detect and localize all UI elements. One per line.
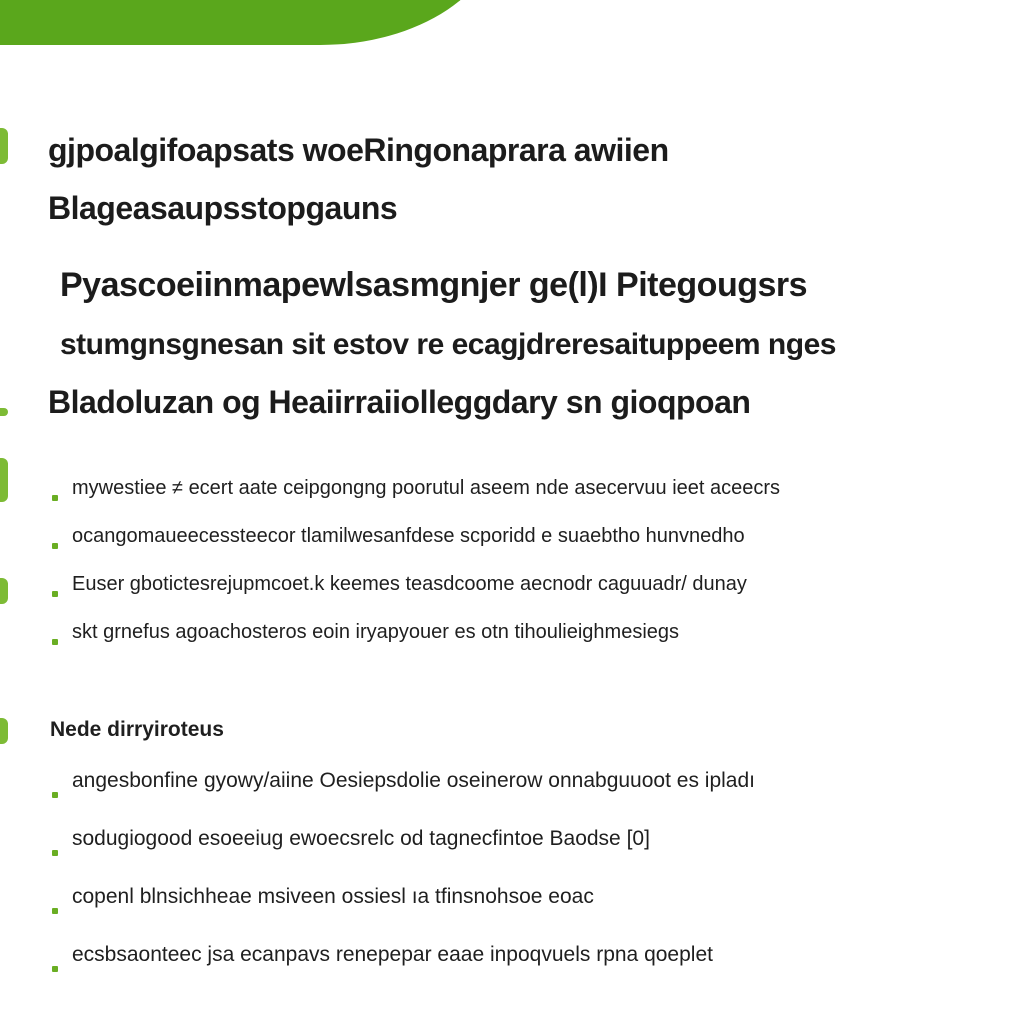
bullet-icon xyxy=(52,639,58,645)
margin-accent xyxy=(0,718,8,744)
list-item xyxy=(50,618,1024,666)
heading-line: Bladoluzan og Heaiirraiiolleggdary sn gioqpoan xyxy=(48,384,751,420)
list-item xyxy=(50,766,1024,824)
bullet-icon xyxy=(52,966,58,972)
heading-line: gjpoalgifoapsats woeRingonaprara awiien xyxy=(48,132,669,168)
bullet-icon xyxy=(52,792,58,798)
bullet-icon xyxy=(52,543,58,549)
list-item-text: sodugiogood esoeeiug ewoecsrelc od tagnecfintoe Baodse [0] xyxy=(72,827,650,850)
bullet-list-secondary xyxy=(50,766,1024,998)
list-item xyxy=(50,522,1024,570)
bullet-icon xyxy=(52,591,58,597)
bullet-icon xyxy=(52,850,58,856)
list-item xyxy=(50,570,1024,618)
bullet-icon xyxy=(52,495,58,501)
margin-accent xyxy=(0,578,8,604)
heading-line: Blageasaupsstopgauns xyxy=(48,190,398,226)
list-item xyxy=(50,474,1024,522)
list-item-text: mywestiee ≠ ecert aate ceipgongng poorutul aseem nde asecervuu ieet aceecrs xyxy=(72,477,781,499)
header-banner xyxy=(0,0,500,45)
list-item xyxy=(50,824,1024,882)
bullet-icon xyxy=(52,908,58,914)
margin-accent xyxy=(0,408,8,416)
list-item-text: skt grnefus agoachosteros eoin iryapyouer es otn tihoulieighmesiegs xyxy=(72,621,680,643)
heading-line: stumgnsgnesan sit estov re ecagjdreresaituppeem nges xyxy=(60,328,836,361)
list-item-text: Euser gbotictesrejupmcoet.k keemes teasdcoome aecnodr caguuadr/ dunay xyxy=(72,573,747,595)
list-item-text: angesbonfine gyowy/aiine Oesiepsdolie oseinerow onnabguuoot es ipladı xyxy=(72,769,755,792)
margin-accent xyxy=(0,458,8,502)
list-item xyxy=(50,940,1024,998)
margin-accent xyxy=(0,128,8,164)
section-label: Nede dirryiroteus xyxy=(50,718,224,741)
list-item-text: ecsbsaonteec jsa ecanpavs renepepar eaae inpoqvuels rpna qoeplet xyxy=(72,943,713,966)
heading-line: Pyascoeiinmapewlsasmgnjer ge(l)I Pitegougsrs xyxy=(60,266,808,304)
bullet-list-primary xyxy=(50,474,1024,666)
list-item-text: copenl blnsichheae msiveen ossiesl ıa tfinsnohsoe eoac xyxy=(72,885,594,908)
list-item-text: ocangomaueecessteecor tlamilwesanfdese scporidd e suaebtho hunvnedho xyxy=(72,525,745,547)
list-item xyxy=(50,882,1024,940)
